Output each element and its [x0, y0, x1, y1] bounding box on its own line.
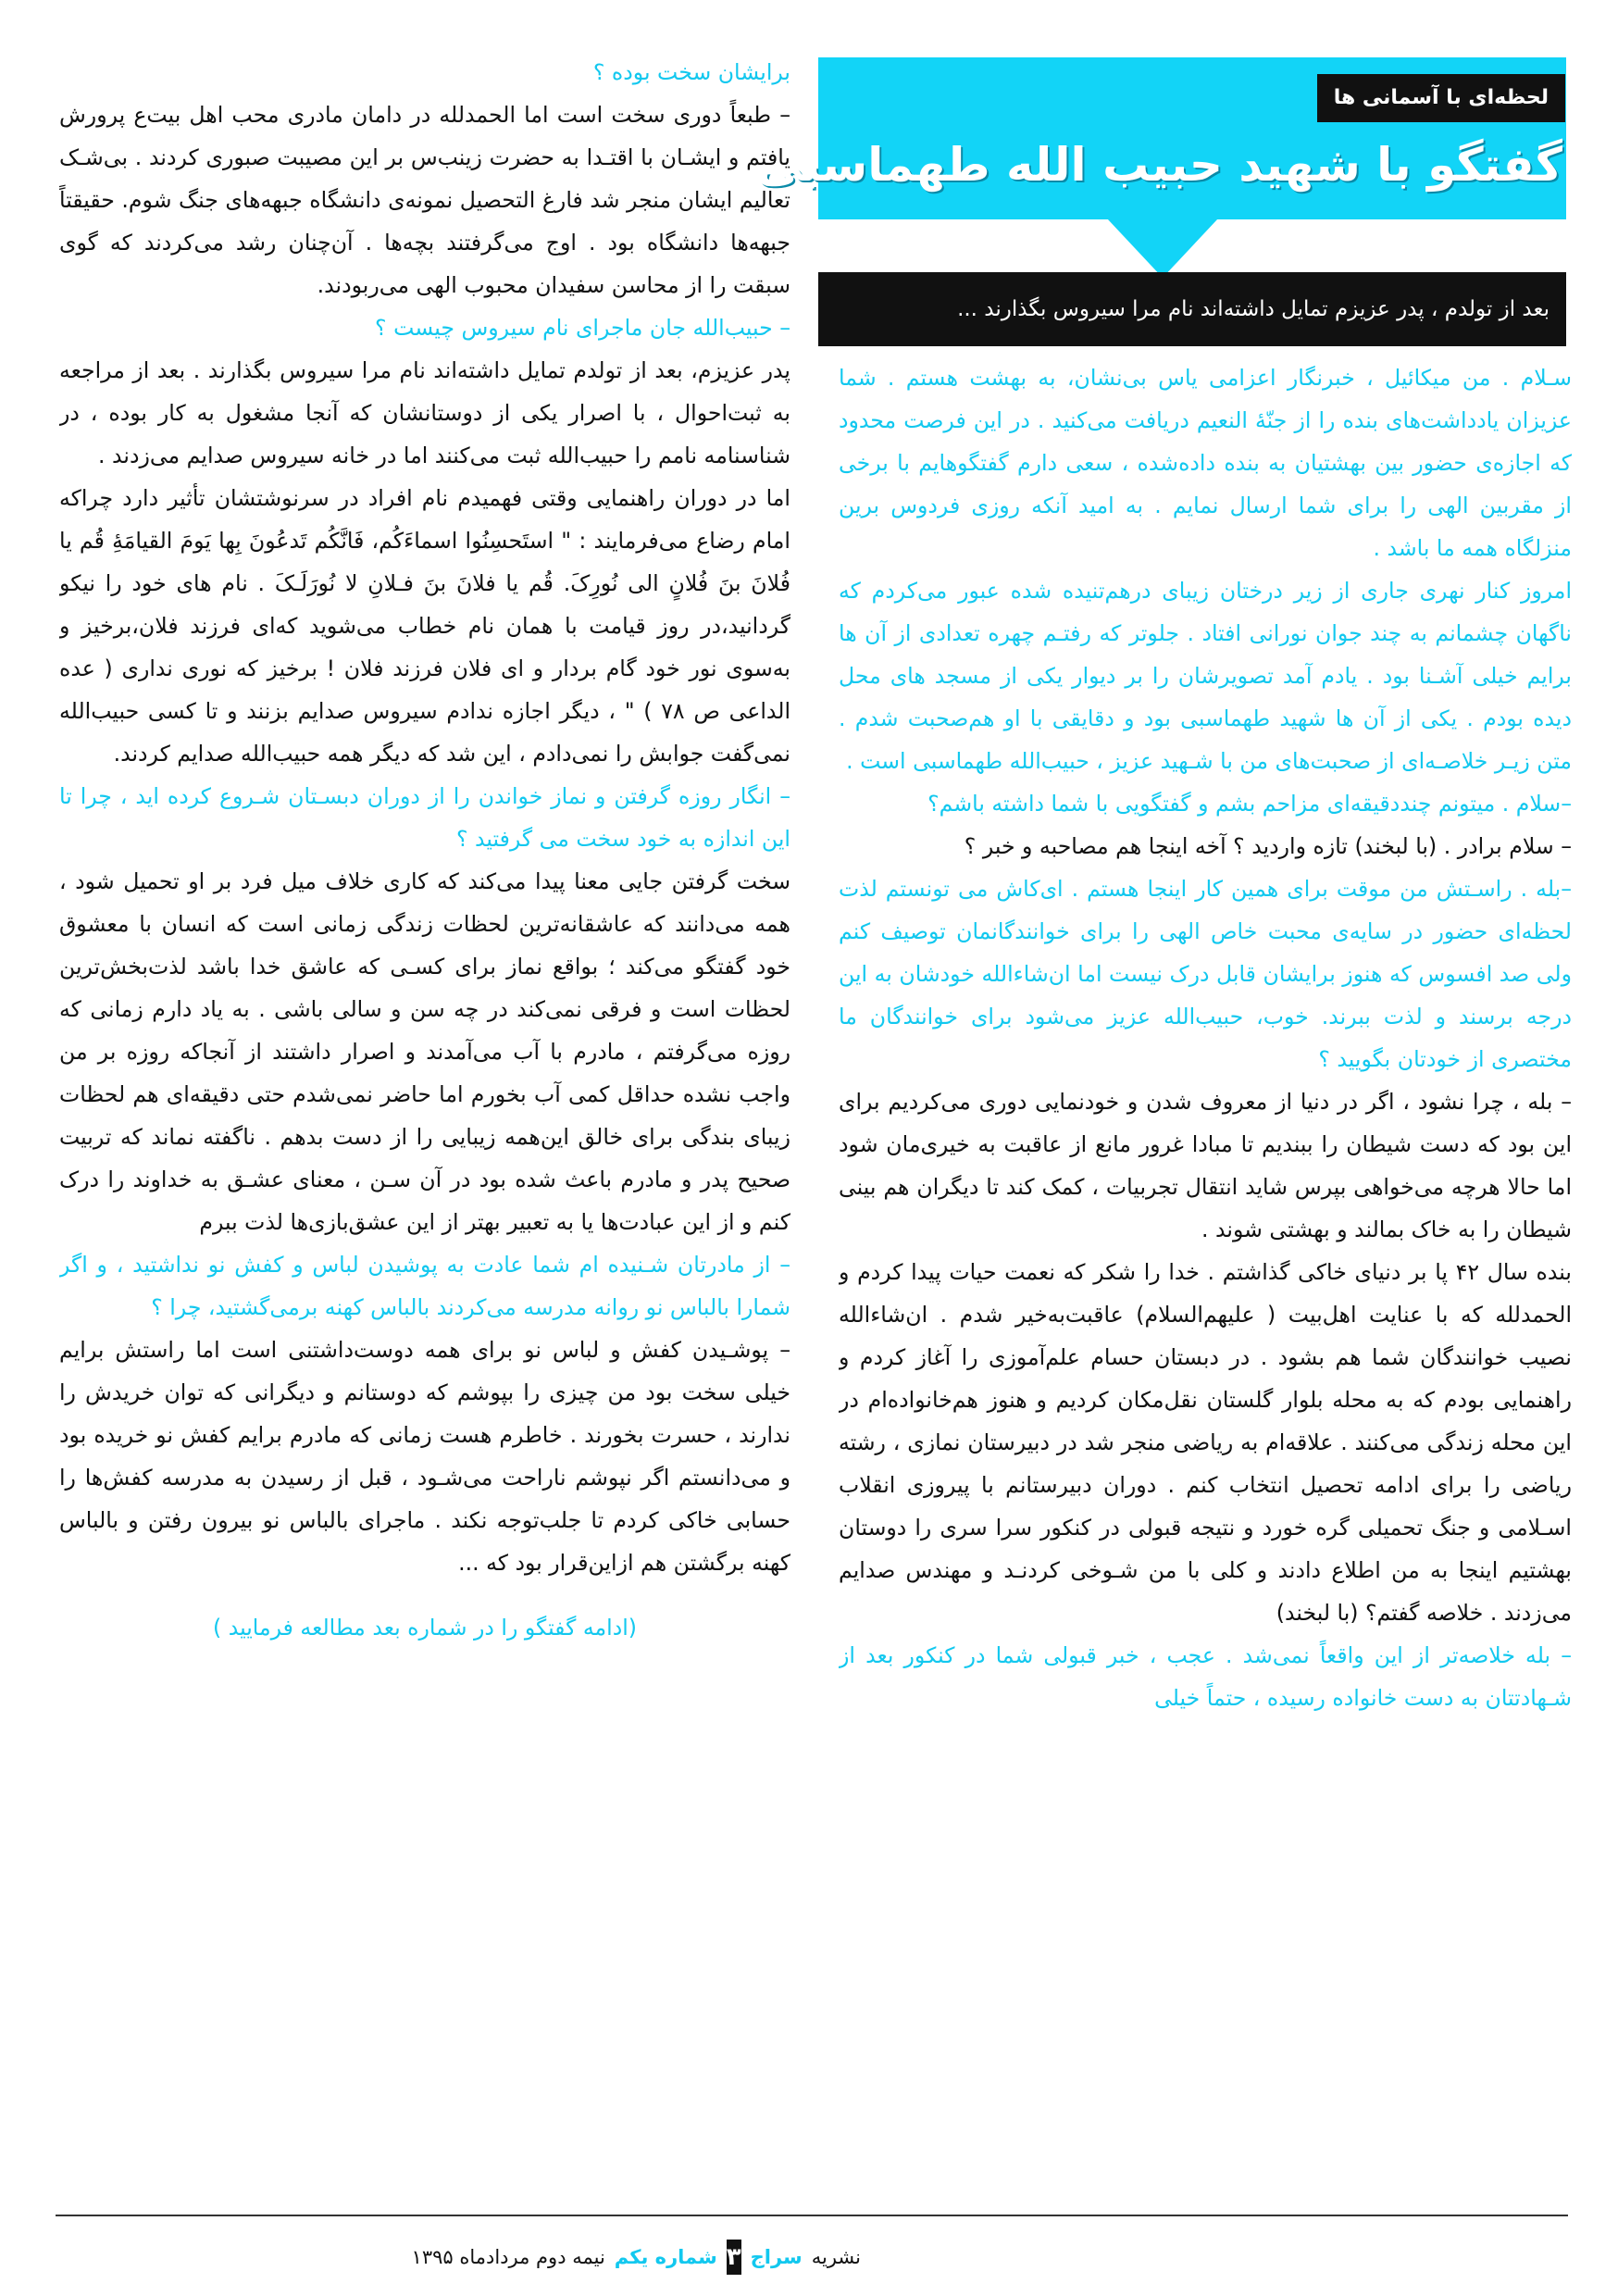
interview-question: – انگار روزه گرفتن و نماز خواندن را از دوران دبسـتان شـروع کرده اید ، چرا تا این اندازه به خود سخت می گرفتید ؟ [59, 783, 790, 852]
interview-question: – بله خلاصه‌تر از این واقعاً نمی‌شد . عجب ، خبر قبولی شما در کنکور بعد از شـهادتتان به دست خانواده رسیده ، حتماً خیلی [839, 1642, 1572, 1711]
interview-answer: – سلام برادر . (با لبخند) تازه واردید ؟ آخه اینجا هم مصاحبه و خبر ؟ [964, 833, 1572, 859]
issue-date: نیمه دوم مردادماه ۱۳۹۵ [411, 2246, 605, 2268]
interview-answer: بنده سال ۴۲ پا بر دنیای خاکی گذاشتم . خدا را شکر که نعمت حیات پیدا کردم و الحمدلله که با عنایت اهل‌بیت ( علیهم‌السلام) عاقبت‌به‌خیر شدم . ان‌شاءالله نصیب خوانندگان شما هم بشود . در دبستان حسام علم‌آموزی را آغاز کردم و راهنمایی بودم که به محله بلوار گلستان نقل‌مکان کردیم و هنوز هم‌خانواده‌ام در این محله زندگی می‌کنند . علاقه‌ام به ریاضی منجر شد در دبیرستان نمازی ، رشته ریاضی را برای ادامه تحصیل انتخاب کنم . دوران دبیرستانم با پیروزی انقلاب اسـلامی و جنگ تحمیلی گره خورد و نتیجه قبولی در کنکور سرا سری را دوستان بهشتیم اینجا به من اطلاع دادند و کلی با من شـوخی کردنـد و مهندس صدایم می‌زدند . خلاصه گفتم؟ (با لبخند) [839, 1259, 1572, 1626]
interview-answer: – طبعاً دوری سخت است اما الحمدلله در دامان مادری محب اهل بیت‌ع پرورش یافتم و ایشـان با اقتـدا به حضرت زینب‌س بر این مصیبت صبوری کردند . بی‌شـک تعالیم ایشان منجر شد فارغ التحصیل نمونه‌ی دانشگاه جبهه‌های جنگ شوم. حقیقتاً جبهه‌ها دانشگاه بود . اوج می‌گرفتند بچه‌ها . آن‌چنان رشد می‌کردند که گوی سبقت را از محاسن سفیدان محبوب الهی می‌ربودند. [59, 102, 790, 298]
intro-paragraph: امروز کنار نهری جاری از زیر درختان زیبای درهم‌تنیده شده عبور می‌کردم که ناگهان چشمانم به چند جوان نورانی افتاد . جلوتر که رفتـم چهره تعدادی از آن ها برایم خیلی آشـنا بود . یادم آمد تصویرشان را بر دیوار یکی از مسجد های محل دیده بودم . یکی از آن ها شهید طهماسبی بود و دقایقی با او هم‌صحبت شدم . متن زیـر خلاصـه‌ای از صحبت‌های من با شـهید عزیز ، حبیب‌الله طهماسبی است . [839, 578, 1572, 774]
left-column [59, 51, 790, 2134]
interview-question: – حبیب‌الله جان ماجرای نام سیروس چیست ؟ [375, 315, 790, 341]
interview-question: – از مادرتان شـنیده ام شما عادت به پوشیدن لباس و کفش نو نداشتید ، و اگر شمارا بالباس نو روانه مدرسه می‌کردند بالباس کهنه برمی‌گشتید، چرا ؟ [59, 1252, 790, 1320]
page-number: ۳ [727, 2240, 741, 2275]
interview-answer: – بله ، چرا نشود ، اگر در دنیا از معروف شدن و خودنمایی دوری می‌کردیم برای این بود که دست شیطان را ببندیم تا مبادا غرور مانع از عاقبت به خیری‌مان شود اما حالا هرچه می‌خواهی بپرس شاید انتقال تجربیات ، کمک کند تا دیگران هم بینی شیطان را به خاک بمالند و بهشتی شوند . [839, 1089, 1572, 1242]
publication-prefix: نشریه [811, 2246, 861, 2268]
page-footer [411, 2236, 861, 2278]
interview-question: –سلام . میتونم چنددقیقه‌ای مزاحم بشم و گفتگویی با شما داشته باشم؟ [927, 791, 1572, 817]
section-kicker: لحظه‌ای با آسمانی ها [1317, 74, 1565, 122]
publication-name: سراج [750, 2246, 803, 2268]
interview-answer: اما در دوران راهنمایی وقتی فهمیدم نام افراد در سرنوشتشان تأثیر دارد چراکه امام رضا‌ع می‌فرمایند : " استَحسِنُوا اسماءَکُم، فَانَّکُم تَدعُونَ بِها یَومَ القیامَهِٔ قُم یا فُلانَ بنَ فُلانٍ الی نُورِکَ. قُم یا فلانَ بنَ فـلانِ لا نُورَلَـکَ . نام های خود را نیکو گردانید،در روز قیامت با همان نام خطاب می‌شوید که‌ای فرزند فلان،برخیز و به‌سوی نور خود گام بردار و ای فلان فرزند فلان ! برخیز که نوری نداری ( عده الداعی ص ۷۸ ) " ، دیگر اجازه ندادم سیروس صدایم بزنند و تا کسی حبیب‌الله نمی‌گفت جوابش را نمی‌دادم ، این شد که دیگر همه حبیب‌الله صدایم کردند. [59, 485, 790, 767]
article-subtitle: بعد از تولدم ، پدر عزیزم تمایل داشته‌اند نام مرا سیروس بگذارند ... [957, 297, 1550, 321]
article-title: گفتگو با شهید حبیب الله طهماسبی [756, 138, 1562, 192]
interview-answer: سخت گرفتن جایی معنا پیدا می‌کند که کاری خلاف میل فرد بر او تحمیل شود ، همه می‌دانند که عاشقانه‌ترین لحظات زندگی زمانی است که انسان با معشوق خود گفتگو می‌کند ؛ بواقع نماز برای کسـی که عاشق خدا باشد لذت‌بخش‌ترین لحظات است و فرقی نمی‌کند در چه سن و سالی باشی . به یاد دارم زمانی که روزه می‌گرفتم ، مادرم با آب می‌آمدند و اصرار داشتند از آنجاکه روزه بر من واجب نشده حداقل کمی آب بخورم اما حاضر نمی‌شدم حتی دقیقه‌ای هم لحظات زیبای بندگی برای خالق این‌همه زیبایی را از دست بدهم . ناگفته نماند که تربیت صحیح پدر و مادرم باعث شده بود در آن سـن ، معنای عشـق به خداوند را درک کنم و از این عبادت‌ها یا به تعبیر بهتر از این عشق‌بازی‌ها لذت ببرم [59, 868, 790, 1235]
right-column [839, 356, 1572, 2190]
interview-question: برایشان سخت بوده ؟ [592, 59, 790, 85]
interview-answer: – پوشـیدن کفش و لباس نو برای همه دوست‌داشتنی است اما راستش برایم خیلی سخت بود من چیزی را بپوشم که دوستانم و دیگرانی که توان خریدش را ندارند ، حسرت بخورند . خاطرم هست زمانی که مادرم برایم کفش نو خریده بود و می‌دانستم اگر نپوشم ناراحت می‌شـود ، قبل از رسیدن به مدرسه کفش‌ها را حسابی خاکی کردم تا جلب‌توجه نکند . ماجرای بالباس نو بیرون رفتن و بالباس کهنه برگشتن هم ازاین‌قرار بود که ... [59, 1337, 790, 1576]
intro-paragraph: سـلام . من میکائیل ، خبرنگار اعزامی یاس بی‌نشان، به بهشت هستم . شما عزیزان یادداشت‌های بنده را از جنّهٔ النعیم دریافت می‌کنید . در این فرصت محدود که اجازه‌ی حضور بین بهشتیان به بنده داده‌شده ، سعی دارم گفتگوهایم با برخی از مقربین الهی را برای شما ارسال نمایم . به امید آنکه روزی فردوس برین منزلگاه همه ما باشد . [839, 365, 1572, 561]
footer-divider [56, 2215, 1568, 2216]
continuation-note: (ادامه گفتگو را در شماره بعد مطالعه فرمایید ) [213, 1615, 637, 1641]
interview-answer: پدر عزیزم، بعد از تولدم تمایل داشته‌اند نام مرا سیروس بگذارند . بعد از مراجعه به ثبت‌احوال ، با اصرار یکی از دوستانشان که آنجا مشغول به کار بوده ، در شناسنامه نامم را حبیب‌الله ثبت می‌کنند اما در خانه سیروس صدایم می‌زدند . [59, 357, 790, 468]
issue-number: شماره یکم [614, 2246, 717, 2268]
interview-question: –بله . راسـتش من موقت برای همین کار اینجا هستم . ای‌کاش می تونستم لذت لحظه‌ای حضور در سایه‌ی محبت خاص الهی را برای خوانندگانمان توصیف کنم ولی صد افسوس که هنوز برایشان قابل درک نیست اما ان‌شاءالله خودشان به این درجه برسند و لذت ببرند. خوب، حبیب‌الله عزیز می‌شود برای خوانندگان ما مختصری از خودتان بگویید ؟ [839, 876, 1572, 1072]
banner-pointer [1107, 218, 1218, 278]
